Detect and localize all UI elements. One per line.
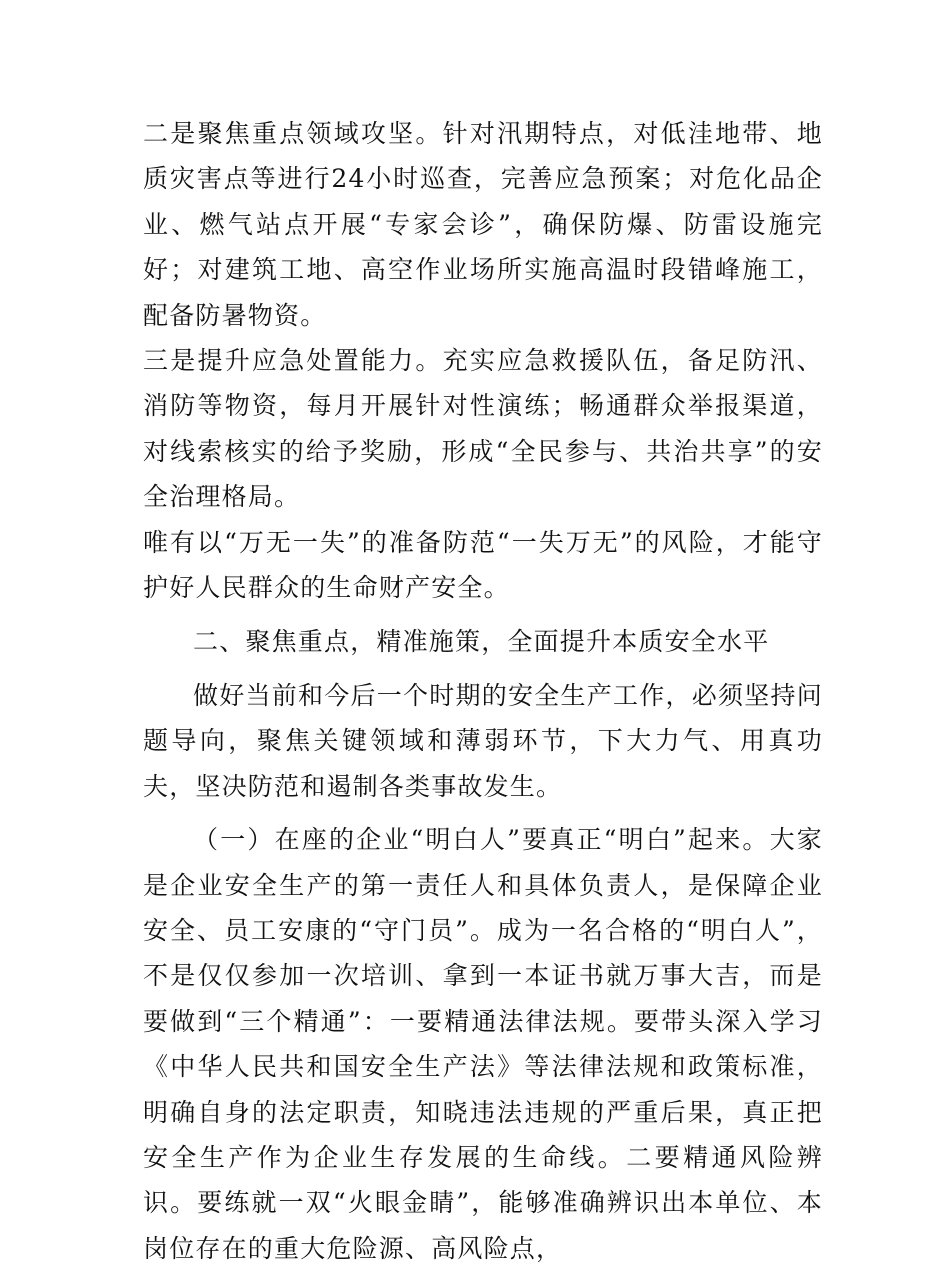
section-heading: 二、聚焦重点，精准施策，全面提升本质安全水平 <box>193 627 770 657</box>
paragraph-intro: 做好当前和今后一个时期的安全生产工作，必须坚持问题导向，聚焦关键领域和薄弱环节，下大力气、用真功夫，坚决防范和遏制各类事故发生。 <box>143 680 823 801</box>
paragraph-subsection-one: （一）在座的企业“明白人”要真正“明白”起来。大家是企业安全生产的第一责任人和具体负责人，是保障企业安全、员工安康的“守门员”。成为一名合格的“明白人”，不是仅仅参加一次培训、拿到一本证书就万事大吉，而是要做到“三个精通”：一要精通法律法规。要带头深入学习《中华人民共和国安全生产法》等法律法规和政策标准，明确自身的法定职责，知晓违法违规的严重后果，真正把安全生产作为企业生存发展的生命线。二要精通风险辨识。要练就一双“火眼金睛”，能够准确辨识出本单位、本岗位存在的重大危险源、高风险点， <box>143 825 823 1263</box>
paragraph-emergency-response: 三是提升应急处置能力。充实应急救援队伍，备足防汛、消防等物资，每月开展针对性演练；畅通群众举报渠道，对线索核实的给予奖励，形成“全民参与、共治共享”的安全治理格局。 <box>143 346 823 512</box>
paragraph-key-areas: 二是聚焦重点领域攻坚。针对汛期特点，对低洼地带、地质灾害点等进行24小时巡查，完善应急预案；对危化品企业、燃气站点开展“专家会诊”，确保防爆、防雷设施完好；对建筑工地、高空作业场所实施高温时段错峰施工，配备防暑物资。 <box>143 119 823 330</box>
document-body <box>143 111 823 1271</box>
paragraph-conclusion: 唯有以“万无一失”的准备防范“一失万无”的风险，才能守护好人民群众的生命财产安全。 <box>143 527 823 603</box>
